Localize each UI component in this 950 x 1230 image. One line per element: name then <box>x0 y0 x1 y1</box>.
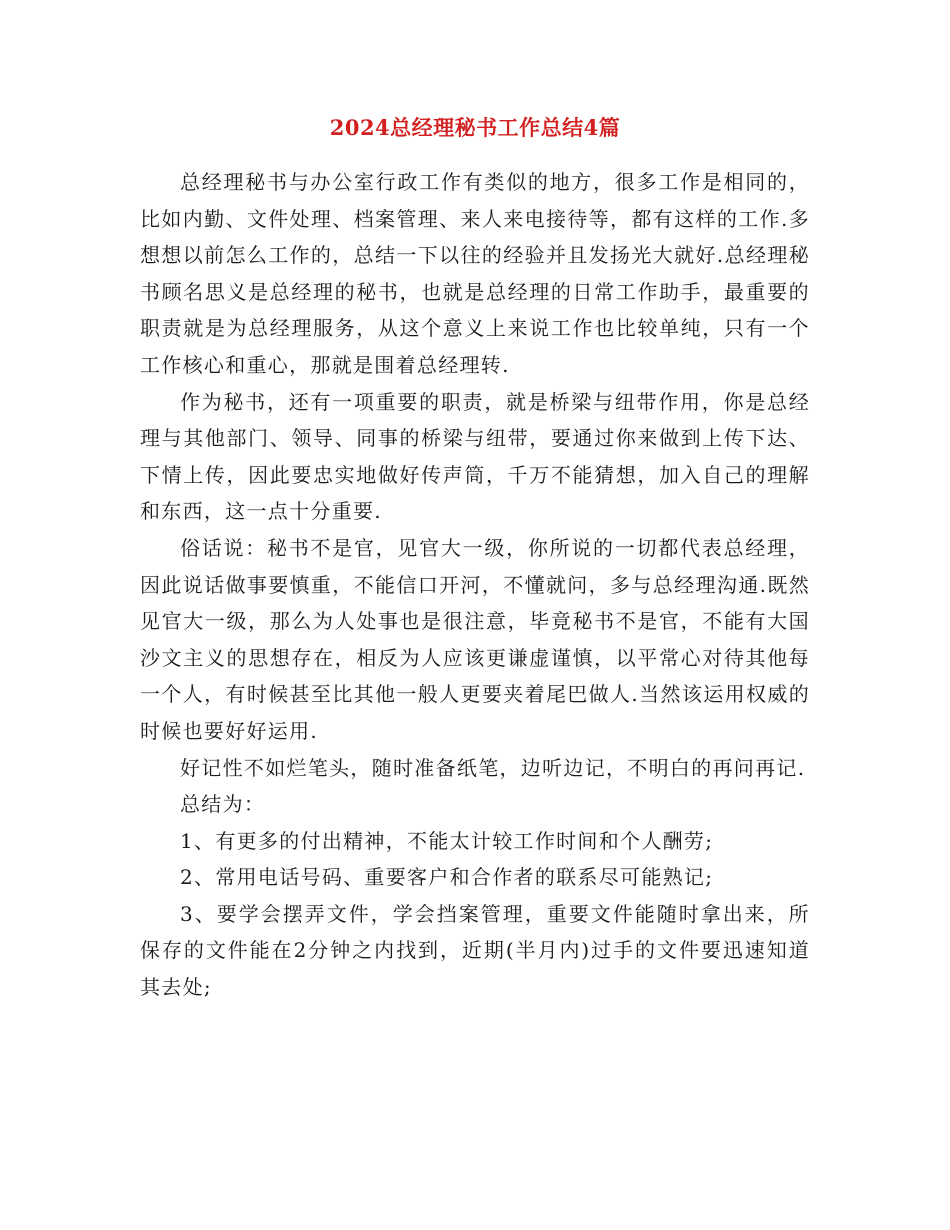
paragraph-2: 作为秘书，还有一项重要的职责，就是桥梁与纽带作用，你是总经理与其他部门、领导、同事的桥梁与纽带，要通过你来做到上传下达、下情上传，因此要忠实地做好传声筒，千万不能猜想，加入自己的理解和东西，这一点十分重要. <box>140 389 810 524</box>
document-page <box>140 112 810 1006</box>
paragraph-1: 总经理秘书与办公室行政工作有类似的地方，很多工作是相同的，比如内勤、文件处理、档案管理、来人来电接待等，都有这样的工作.多想想以前怎么工作的，总结一下以往的经验并且发扬光大就好.总经理秘书顾名思义是总经理的秘书，也就是总经理的日常工作助手，最重要的职责就是为总经理服务，从这个意义上来说工作也比较单纯，只有一个工作核心和重心，那就是围着总经理转. <box>140 170 810 377</box>
list-item-3: 3、要学会摆弄文件，学会挡案管理，重要文件能随时拿出来，所保存的文件能在2分钟之内找到，近期(半月内)过手的文件要迅速知道其去处; <box>140 901 810 1000</box>
list-item-2: 2、常用电话号码、重要客户和合作者的联系尽可能熟记; <box>180 865 714 890</box>
list-item-1: 1、有更多的付出精神，不能太计较工作时间和个人酬劳; <box>180 828 714 853</box>
paragraph-3: 俗话说：秘书不是官，见官大一级，你所说的一切都代表总经理，因此说话做事要慎重，不能信口开河，不懂就问，多与总经理沟通.既然见官大一级，那么为人处事也是很注意，毕竟秘书不是官，不能有大国沙文主义的思想存在，相反为人应该更谦虚谨慎，以平常心对待其他每一个人，有时候甚至比其他一般人更要夹着尾巴做人.当然该运用权威的时候也要好好运用. <box>140 535 810 743</box>
document-title: 2024总经理秘书工作总结4篇 <box>329 115 621 140</box>
paragraph-5: 总结为： <box>180 792 266 817</box>
paragraph-4: 好记性不如烂笔头，随时准备纸笔，边听边记，不明白的再问再记. <box>180 755 806 780</box>
